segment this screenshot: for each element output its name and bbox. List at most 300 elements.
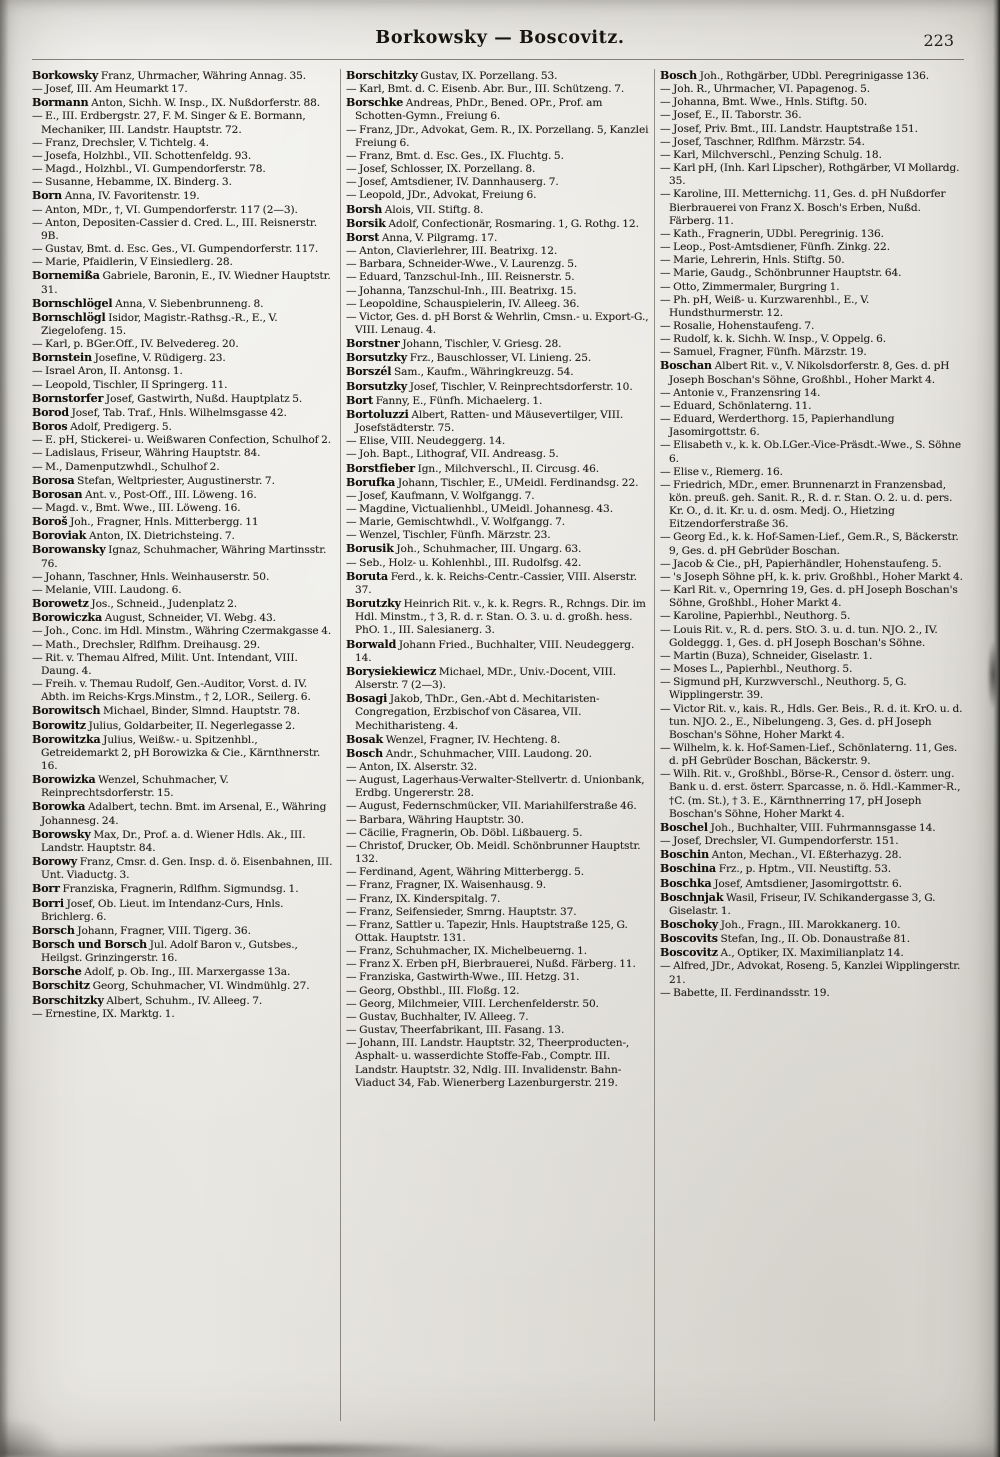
entry-surname: Borsutzky bbox=[346, 351, 408, 365]
directory-entry bbox=[32, 447, 335, 460]
directory-entry bbox=[346, 529, 649, 542]
entry-text: — Rosalie, Hohenstaufeng. 7. bbox=[660, 319, 815, 332]
entry-text: Joh., Fragner, Hnls. Mitterbergg. 11 bbox=[67, 516, 259, 529]
entry-text: Alois, VII. Stiftg. 8. bbox=[382, 203, 484, 216]
directory-entry bbox=[660, 149, 963, 162]
entry-text: — Math., Drechsler, Rdlfhm. Dreihausg. 29. bbox=[32, 638, 261, 651]
directory-entry bbox=[346, 337, 649, 351]
entry-surname: Borusik bbox=[346, 542, 394, 556]
directory-entry bbox=[32, 625, 335, 638]
entry-text: Jakob, ThDr., Gen.-Abt d. Mechitaristen-Congregation, Erzbischof von Cäsarea, VII. Mechitharisteng. 4. bbox=[355, 693, 600, 732]
directory-entry bbox=[32, 351, 335, 365]
entry-text: Adalbert, techn. Bmt. im Arsenal, E., Währing Johannesg. 24. bbox=[41, 801, 327, 827]
entry-text: — Wenzel, Tischler, Fünfh. Märzstr. 23. bbox=[346, 529, 551, 542]
entry-text: — Victor, Ges. d. pH Borst & Wehrlin, Cmsn.- u. Export-G., VIII. Lenaug. 4. bbox=[346, 310, 649, 336]
entry-surname: Born bbox=[32, 189, 63, 203]
scan-edge-right bbox=[993, 0, 1000, 1457]
scan-artifact bbox=[0, 1417, 60, 1457]
directory-entry bbox=[346, 448, 649, 461]
directory-entry bbox=[346, 231, 649, 245]
entry-text: — Karl, p. BGer.Off., IV. Belvedereg. 20. bbox=[32, 338, 239, 351]
entry-text: — Joh. Bapt., Lithograf, VII. Andreasg. 5. bbox=[346, 448, 559, 461]
entry-text: — Ernestine, IX. Marktg. 1. bbox=[32, 1007, 175, 1020]
entry-surname: Borsik bbox=[346, 216, 386, 230]
entry-text: — E., III. Erdbergstr. 27, F. M. Singer & E. Bormann, Mechaniker, III. Landstr. Hauptstr. 72. bbox=[32, 110, 306, 136]
entry-text: Wenzel, Schuhmacher, V. Reinprechtsdorferstr. 15. bbox=[41, 774, 229, 800]
directory-entry bbox=[346, 557, 649, 570]
directory-entry bbox=[32, 137, 335, 150]
entry-surname: Borowsky bbox=[32, 827, 91, 841]
directory-entry bbox=[346, 800, 649, 813]
directory-entry bbox=[660, 848, 963, 862]
entry-text: — Josef, Taschner, Rdlfhm. Märzstr. 54. bbox=[660, 135, 865, 148]
directory-entry bbox=[32, 434, 335, 447]
directory-entry bbox=[32, 828, 335, 855]
entry-text: — Barbara, Schneider-Wwe., V. Laurenzg. 5. bbox=[346, 258, 578, 271]
directory-entry bbox=[346, 827, 649, 840]
entry-text: — Susanne, Hebamme, IX. Binderg. 3. bbox=[32, 176, 232, 189]
entry-surname: Boschoky bbox=[660, 918, 719, 931]
directory-entry bbox=[660, 400, 963, 413]
directory-entry bbox=[660, 136, 963, 149]
entry-surname: Boschin bbox=[660, 848, 709, 862]
directory-entry bbox=[346, 814, 649, 827]
entry-surname: Borowetz bbox=[32, 597, 89, 611]
directory-entry bbox=[346, 692, 649, 732]
entry-text: Max, Dr., Prof. a. d. Wiener Hdls. Ak., III. Landstr. Hauptstr. 84. bbox=[41, 828, 306, 854]
directory-entry bbox=[32, 406, 335, 420]
directory-entry bbox=[346, 69, 649, 83]
entry-text: Albert Rit. v., V. Nikolsdorferstr. 8, Ges. d. pH Joseph Boschan's Söhne, Großhbl., Hoher Markt 4. bbox=[669, 360, 950, 386]
entry-surname: Borosa bbox=[32, 473, 75, 487]
directory-entry bbox=[346, 906, 649, 919]
entry-surname: Boschina bbox=[660, 862, 717, 876]
directory-entry bbox=[660, 946, 963, 960]
entry-text: — Otto, Zimmermaler, Burgring 1. bbox=[660, 280, 840, 293]
directory-entry bbox=[660, 862, 963, 876]
entry-text: Johann, Tischler, V. Griesg. 28. bbox=[399, 338, 562, 351]
directory-entry bbox=[346, 394, 649, 408]
entry-text: — Anton, IX. Alserstr. 32. bbox=[346, 760, 478, 773]
directory-entry bbox=[346, 866, 649, 879]
entry-surname: Boschnjak bbox=[660, 890, 724, 904]
directory-entry bbox=[660, 571, 963, 584]
entry-text: — August, Lagerhaus-Verwalter-Stellvertr. d. Unionbank, Erdbg. Ungererstr. 28. bbox=[346, 774, 645, 800]
directory-entry bbox=[346, 435, 649, 448]
entry-text: Ferd., k. k. Reichs-Centr.-Cassier, VIII. Alserstr. 37. bbox=[355, 570, 637, 596]
directory-entry bbox=[346, 1024, 649, 1037]
entry-surname: Borowitzka bbox=[32, 732, 101, 746]
entry-surname: Borwald bbox=[346, 637, 397, 651]
directory-entry bbox=[660, 877, 963, 891]
entry-text: Adolf, Confectionär, Rosmaring. 1, G. Rothg. 12. bbox=[385, 217, 639, 230]
entry-text: Georg, Schuhmacher, VI. Windmühlg. 27. bbox=[89, 980, 310, 993]
entry-text: Joh., Rothgärber, UDbl. Peregrinigasse 136. bbox=[697, 70, 930, 82]
directory-entry bbox=[346, 476, 649, 490]
directory-entry bbox=[32, 243, 335, 256]
directory-entry bbox=[32, 420, 335, 434]
directory-entry bbox=[346, 840, 649, 866]
entry-text: — Gustav, Buchhalter, IV. Alleeg. 7. bbox=[346, 1010, 529, 1023]
entry-text: Franz, Uhrmacher, Währing Annag. 35. bbox=[98, 70, 307, 82]
entry-surname: Bosak bbox=[346, 732, 384, 746]
entry-text: — Louis Rit. v., R. d. pers. StO. 3. u. d. tun. NJO. 2., IV. Goldeggg. 1, Ges. d. pH Joseph Boschan's Söhne. bbox=[660, 623, 938, 649]
directory-entry bbox=[346, 597, 649, 637]
directory-entry bbox=[660, 413, 963, 439]
entry-surname: Borowka bbox=[32, 800, 86, 814]
entry-text: — Wilhelm, k. k. Hof-Samen-Lief., Schönlaterng. 11, Ges. d. pH Gebrüder Boschan, Bäckerstr. 9. bbox=[660, 741, 958, 768]
entry-text: — Georg, Milchmeier, VIII. Lerchenfelderstr. 50. bbox=[346, 997, 599, 1010]
entry-text: — Josef, Drechsler, VI. Gumpendorferstr. 151. bbox=[660, 835, 899, 848]
entry-text: Sam., Kaufm., Währingkreuzg. 54. bbox=[391, 366, 574, 379]
directory-entry bbox=[32, 678, 335, 704]
directory-entry bbox=[346, 351, 649, 365]
entry-text: — Josef, Schlosser, IX. Porzellang. 8. bbox=[346, 163, 536, 176]
entry-text: — 's Joseph Söhne pH, k. k. priv. Großhbl., Hoher Markt 4. bbox=[660, 570, 963, 583]
directory-entry bbox=[32, 773, 335, 800]
entry-surname: Boroš bbox=[32, 515, 68, 529]
entry-text: — Marie, Lehrerin, Hnls. Stiftg. 50. bbox=[660, 254, 845, 267]
entry-surname: Boschka bbox=[660, 876, 712, 890]
directory-entry bbox=[346, 733, 649, 747]
directory-entry bbox=[346, 245, 649, 258]
entry-text: — Magdine, Victualienhbl., UMeidl. Johannesg. 43. bbox=[346, 503, 613, 515]
entry-surname: Borufka bbox=[346, 475, 396, 489]
entry-text: Josef, Gastwirth, Nußd. Hauptplatz 5. bbox=[103, 392, 303, 405]
entry-surname: Borri bbox=[32, 896, 64, 910]
directory-entry bbox=[32, 110, 335, 136]
directory-entry bbox=[660, 333, 963, 346]
directory-entry bbox=[32, 515, 335, 529]
directory-entry bbox=[32, 365, 335, 378]
directory-entry bbox=[660, 83, 963, 96]
entry-text: — Franziska, Gastwirth-Wwe., III. Hetzg. 31. bbox=[346, 971, 580, 984]
entry-text: Fanny, E., Fünfh. Michaelerg. 1. bbox=[373, 394, 543, 407]
directory-entry bbox=[32, 733, 335, 773]
entry-text: — Joh., Conc. im Hdl. Minstm., Währing Czermakgasse 4. bbox=[32, 625, 332, 638]
directory-entry bbox=[32, 502, 335, 515]
directory-entry bbox=[32, 652, 335, 678]
directory-entry bbox=[346, 893, 649, 906]
entry-text: Joh., Buchhalter, VIII. Fuhrmannsgasse 14. bbox=[708, 821, 936, 834]
directory-entry bbox=[660, 439, 963, 465]
entry-text: — Eduard, Schönlaterng. 11. bbox=[660, 399, 812, 412]
directory-entry bbox=[32, 979, 335, 993]
entry-surname: Borowitz bbox=[32, 718, 86, 732]
directory-entry bbox=[660, 987, 963, 1000]
entry-text: — Franz, Bmt. d. Esc. Ges., IX. Fluchtg. 5. bbox=[346, 149, 564, 162]
entry-surname: Bornschlögl bbox=[32, 310, 106, 324]
directory-entry bbox=[32, 882, 335, 896]
directory-entry bbox=[660, 359, 963, 386]
entry-text: — Eduard, Tanzschul-Inh., III. Reisnerstr. 5. bbox=[346, 271, 575, 284]
entry-text: — Leopold, JDr., Advokat, Freiung 6. bbox=[346, 189, 537, 202]
directory-entry bbox=[32, 543, 335, 570]
entry-text: — Gustav, Bmt. d. Esc. Ges., VI. Gumpendorferstr. 117. bbox=[32, 243, 319, 256]
directory-entry bbox=[32, 269, 335, 296]
entry-surname: Boroviak bbox=[32, 529, 87, 543]
directory-entry bbox=[346, 958, 649, 971]
directory-entry bbox=[346, 1011, 649, 1024]
column-separator bbox=[654, 69, 655, 1421]
directory-entry bbox=[660, 267, 963, 280]
entry-text: — E. pH, Stickerei- u. Weißwaren Confection, Schulhof 2. bbox=[32, 434, 332, 447]
entry-surname: Bornemißa bbox=[32, 269, 100, 283]
entry-text: — Franz, Sattler u. Tapezir, Hnls. Hauptstraße 125, G. Ottak. Hauptstr. 131. bbox=[346, 918, 628, 944]
entry-text: — Josef, Priv. Bmt., III. Landstr. Hauptstraße 151. bbox=[660, 122, 918, 135]
entry-text: — Ferdinand, Agent, Währing Mitterbergg. 5. bbox=[346, 866, 585, 879]
directory-entry bbox=[346, 985, 649, 998]
entry-text: Franziska, Fragnerin, Rdlfhm. Sigmundsg. 1. bbox=[59, 883, 299, 896]
directory-entry bbox=[660, 703, 963, 742]
entry-text: Joh., Schuhmacher, III. Ungarg. 63. bbox=[393, 543, 582, 556]
entry-text: — Karl pH, (Inh. Karl Lipscher), Rothgärber, VI Mollardg. 35. bbox=[660, 162, 960, 188]
entry-text: — Leopold, Tischler, II Springerg. 11. bbox=[32, 378, 228, 391]
entry-surname: Borschitzky bbox=[346, 69, 418, 82]
entry-text: Franz, Cmsr. d. Gen. Insp. d. ö. Eisenbahnen, III. Unt. Viaductg. 3. bbox=[41, 856, 333, 882]
entry-text: — Josef, Kaufmann, V. Wolfgangg. 7. bbox=[346, 489, 535, 502]
directory-entry bbox=[32, 719, 335, 733]
directory-entry bbox=[660, 320, 963, 333]
entry-text: — Johann, III. Landstr. Hauptstr. 32, Theerproducten-, Asphalt- u. wasserdichte Stoffe-Fab., Comptr. III. Landstr. Hauptstr. 32, Ndlg. III. Invalidenstr. Bahn-Viaduct 34, Fab. Wienerberg Lazenburgerstr. 219. bbox=[346, 1037, 630, 1089]
directory-entry bbox=[660, 891, 963, 918]
entry-text: — Josef, III. Am Heumarkt 17. bbox=[32, 83, 188, 96]
entry-text: — M., Damenputzwhdl., Schulhof 2. bbox=[32, 460, 220, 473]
directory-entry bbox=[346, 311, 649, 337]
entry-text: Anna, IV. Favoritenstr. 19. bbox=[62, 190, 200, 203]
directory-entry bbox=[346, 298, 649, 311]
directory-entry bbox=[346, 879, 649, 892]
entry-text: Michael, MDr., Univ.-Docent, VIII. Alserstr. 7 (2—3). bbox=[355, 665, 616, 692]
directory-entry bbox=[346, 271, 649, 284]
entry-text: Albert, Schuhm., IV. Alleeg. 7. bbox=[103, 994, 263, 1007]
entry-text: Johann, Tischler, E., UMeidl. Ferdinandsg. 22. bbox=[395, 476, 639, 489]
entry-text: — Rudolf, k. k. Sichh. W. Insp., V. Oppelg. 6. bbox=[660, 333, 887, 346]
entry-surname: Borszél bbox=[346, 365, 392, 379]
directory-entry bbox=[346, 163, 649, 176]
entry-text: — Rit. v. Themau Alfred, Milit. Unt. Intendant, VIII. Daung. 4. bbox=[32, 651, 298, 677]
directory-entry bbox=[660, 387, 963, 400]
entry-text: Anna, V. Siebenbrunneng. 8. bbox=[112, 297, 264, 310]
entry-text: — Elisabeth v., k. k. Ob.LGer.-Vice-Präsdt.-Wwe., S. Söhne 6. bbox=[660, 439, 962, 465]
entry-text: — Elise v., Riemerg. 16. bbox=[660, 465, 783, 478]
directory-entry bbox=[32, 571, 335, 584]
directory-entry bbox=[346, 408, 649, 435]
directory-entry bbox=[32, 1008, 335, 1021]
directory-entry bbox=[32, 994, 335, 1008]
directory-entry bbox=[660, 932, 963, 946]
entry-surname: Borowiczka bbox=[32, 611, 103, 625]
entry-text: — Franz, JDr., Advokat, Gem. R., IX. Porzellang. 5, Kanzlei Freiung 6. bbox=[346, 123, 649, 149]
entry-text: Wasil, Friseur, IV. Schikandergasse 3, G. Giselastr. 1. bbox=[669, 891, 936, 917]
directory-entry bbox=[32, 461, 335, 474]
entry-text: — Freih. v. Themau Rudolf, Gen.-Auditor, Vorst. d. IV. Abth. im Reichs-Krgs.Minstm., † 2, LOR., Seilerg. 6. bbox=[32, 678, 311, 704]
entry-text: — Samuel, Fragner, Fünfh. Märzstr. 19. bbox=[660, 346, 867, 359]
directory-entry bbox=[660, 821, 963, 835]
directory-entry bbox=[346, 503, 649, 516]
directory-entry bbox=[32, 297, 335, 311]
entry-text: — August, Federnschmücker, VII. Mariahilferstraße 46. bbox=[346, 800, 637, 813]
page-header bbox=[0, 28, 1000, 58]
entry-text: — Eduard, Werderthorg. 15, Papierhandlung Jasomirgottstr. 6. bbox=[660, 413, 895, 439]
header-rule bbox=[32, 59, 964, 60]
directory-entry bbox=[32, 163, 335, 176]
entry-text: — Ph. pH, Weiß- u. Kurzwarenhbl., E., V. Hundsthurmerstr. 12. bbox=[660, 293, 870, 319]
entry-text: — Moses L., Papierhbl., Neuthorg. 5. bbox=[660, 663, 853, 676]
entry-text: Johann, Fragner, VIII. Tigerg. 36. bbox=[74, 924, 251, 937]
directory-entry bbox=[32, 96, 335, 110]
entry-text: — Cäcilie, Fragnerin, Ob. Döbl. Lißbauerg. 5. bbox=[346, 826, 583, 839]
directory-entry bbox=[32, 176, 335, 189]
entry-surname: Borysiekiewicz bbox=[346, 664, 437, 678]
entry-text: Ignaz, Schuhmacher, Währing Martinsstr. 76. bbox=[41, 544, 327, 570]
entry-surname: Borschke bbox=[346, 96, 404, 110]
entry-text: Ant. v., Post-Off., III. Löweng. 16. bbox=[82, 488, 257, 501]
directory-entry bbox=[660, 610, 963, 623]
directory-entry bbox=[660, 558, 963, 571]
directory-entry bbox=[32, 584, 335, 597]
entry-text: — Jacob & Cie., pH, Papierhändler, Hohenstaufeng. 5. bbox=[660, 557, 942, 570]
entry-surname: Borschitzky bbox=[32, 993, 104, 1007]
entry-surname: Borr bbox=[32, 882, 60, 896]
directory-entry bbox=[660, 676, 963, 702]
directory-entry bbox=[660, 960, 963, 986]
entry-text: — Victor Rit. v., kais. R., Hdls. Ger. Beis., R. d. it. KrO. u. d. tun. NJO. 2., E., Nibelungeng. 3, Ges. d. pH Joseph Boschan's Söhne, Hoher Markt 4. bbox=[660, 702, 963, 741]
directory-entry bbox=[32, 529, 335, 543]
directory-entry bbox=[32, 204, 335, 217]
directory-entry bbox=[32, 311, 335, 338]
entry-surname: Borst bbox=[346, 230, 380, 244]
directory-entry bbox=[660, 624, 963, 650]
entry-text: — Babette, II. Ferdinandsstr. 19. bbox=[660, 986, 830, 999]
directory-entry bbox=[346, 919, 649, 945]
entry-surname: Borsch und Borsch bbox=[32, 938, 148, 951]
directory-entry bbox=[660, 69, 963, 83]
directory-entry bbox=[346, 365, 649, 379]
entry-text: Josef, Amtsdiener, Jasomirgottstr. 6. bbox=[711, 877, 902, 890]
entry-text: Albert, Ratten- und Mäusevertilger, VIII. Josefstädterstr. 75. bbox=[355, 408, 624, 435]
column-separator bbox=[340, 69, 341, 1421]
directory-entry bbox=[32, 855, 335, 882]
entry-text: — Josefa, Holzhbl., VII. Schottenfeldg. 93. bbox=[32, 149, 252, 162]
entry-text: Stefan, Ing., II. Ob. Donaustraße 81. bbox=[717, 933, 911, 946]
directory-entry bbox=[346, 176, 649, 189]
scan-artifact bbox=[150, 1441, 450, 1457]
directory-entry bbox=[346, 285, 649, 298]
directory-entry bbox=[346, 665, 649, 692]
entry-text: — Marie, Pfaidlerin, V Einsiedlerg. 28. bbox=[32, 256, 233, 269]
directory-entry bbox=[346, 570, 649, 597]
entry-text: — Franz X. Erben pH, Bierbrauerei, Nußd. Färberg. 11. bbox=[346, 958, 636, 971]
entry-text: — Marie, Gemischtwhdl., V. Wolfgangg. 7. bbox=[346, 516, 566, 529]
directory-entry bbox=[32, 800, 335, 827]
entry-text: — Franz, Seifensieder, Smrng. Hauptstr. 37. bbox=[346, 905, 577, 918]
entry-text: — Alfred, JDr., Advokat, Roseng. 5, Kanzlei Wipplingerstr. 21. bbox=[660, 960, 961, 986]
entry-surname: Borsche bbox=[32, 965, 82, 979]
directory-entry bbox=[346, 638, 649, 665]
entry-text: Anton, Mechan., VI. Eßterhazyg. 28. bbox=[709, 849, 902, 862]
directory-entry bbox=[660, 584, 963, 610]
entry-text: — Melanie, VIII. Laudong. 6. bbox=[32, 583, 182, 596]
entry-text: Jul. Adolf Baron v., Gutsbes., Heilgst. Grinzingerstr. 16. bbox=[41, 939, 298, 965]
directory-entry bbox=[32, 189, 335, 203]
entry-text: — Martin (Buza), Schneider, Giselastr. 1. bbox=[660, 649, 873, 662]
entry-text: Josef, Tischler, V. Reinprechtsdorferstr. 10. bbox=[407, 380, 633, 393]
entry-text: — Joh. R., Uhrmacher, VI. Papagenog. 5. bbox=[660, 83, 871, 96]
entry-surname: Boscovits bbox=[660, 932, 718, 946]
entry-text: Michael, Binder, Slmnd. Hauptstr. 78. bbox=[100, 705, 300, 718]
directory-entry bbox=[32, 597, 335, 611]
entry-surname: Borod bbox=[32, 405, 69, 419]
entry-text: — Gustav, Theerfabrikant, III. Fasang. 13. bbox=[346, 1024, 565, 1037]
entry-text: — Elise, VIII. Neudeggerg. 14. bbox=[346, 435, 506, 448]
entry-text: — Josef, Amtsdiener, IV. Dannhauserg. 7. bbox=[346, 176, 559, 189]
directory-entry bbox=[32, 704, 335, 718]
entry-text: — Karl, Milchverschl., Penzing Schulg. 18. bbox=[660, 148, 882, 161]
directory-entry bbox=[346, 998, 649, 1011]
directory-entry bbox=[660, 650, 963, 663]
entry-text: — Johanna, Bmt. Wwe., Hnls. Stiftg. 50. bbox=[660, 96, 868, 109]
directory-entry bbox=[346, 380, 649, 394]
entry-text: A., Optiker, IX. Maximilianplatz 14. bbox=[717, 947, 904, 960]
directory-entry bbox=[346, 945, 649, 958]
directory-entry bbox=[660, 835, 963, 848]
directory-column-3 bbox=[660, 69, 963, 1421]
directory-entry bbox=[346, 96, 649, 123]
directory-entry bbox=[346, 774, 649, 800]
directory-entry bbox=[660, 228, 963, 241]
directory-entry bbox=[346, 747, 649, 761]
entry-surname: Bosch bbox=[660, 69, 698, 82]
entry-text: — Israel Aron, II. Antonsg. 1. bbox=[32, 365, 183, 378]
entry-surname: Bornschlögel bbox=[32, 296, 113, 310]
directory-entry bbox=[660, 918, 963, 932]
directory-entry bbox=[346, 761, 649, 774]
entry-text: — Antonie v., Franzensring 14. bbox=[660, 386, 821, 399]
directory-entry bbox=[660, 742, 963, 768]
directory-entry bbox=[660, 663, 963, 676]
entry-text: — Karoline, III. Metternichg. 11, Ges. d. pH Nußdorfer Bierbrauerei von Franz X. Bosch's Erben, Nußd. Färberg. 11. bbox=[660, 188, 946, 227]
entry-text: Adolf, p. Ob. Ing., III. Marxergasse 13a. bbox=[81, 966, 291, 979]
entry-text: August, Schneider, VI. Webg. 43. bbox=[102, 612, 276, 625]
entry-text: — Karoline, Papierhbl., Neuthorg. 5. bbox=[660, 610, 851, 623]
entry-surname: Bosagi bbox=[346, 692, 388, 706]
entry-text: Ign., Milchverschl., II. Circusg. 46. bbox=[415, 462, 600, 475]
directory-entry bbox=[660, 162, 963, 188]
directory-entry bbox=[32, 474, 335, 488]
directory-entry bbox=[660, 281, 963, 294]
directory-entry bbox=[32, 938, 335, 965]
directory-entry bbox=[346, 189, 649, 202]
directory-entry bbox=[660, 466, 963, 479]
entry-surname: Borkowsky bbox=[32, 69, 99, 82]
entry-text: Anton, IX. Dietrichsteing. 7. bbox=[86, 530, 235, 543]
entry-surname: Borstfieber bbox=[346, 461, 415, 475]
directory-entry bbox=[32, 611, 335, 625]
entry-surname: Borowizka bbox=[32, 773, 96, 787]
entry-surname: Boscovitz bbox=[660, 946, 718, 960]
directory-entry bbox=[660, 768, 963, 821]
directory-entry bbox=[660, 188, 963, 227]
entry-text: — Johanna, Tanzschul-Inh., III. Beatrixg. 15. bbox=[346, 284, 577, 297]
entry-text: Heinrich Rit. v., k. k. Regrs. R., Rchngs. Dir. im Hdl. Minstm., † 3, R. d. r. Stan. O. 3. u. d. großh. hess. PhO. 1., III. Salesianerg. 3. bbox=[355, 598, 646, 637]
directory-entry bbox=[346, 462, 649, 476]
entry-surname: Bort bbox=[346, 393, 374, 407]
entry-surname: Borowitsch bbox=[32, 704, 101, 718]
page-title: Borkowsky — Boscovitz. bbox=[375, 28, 625, 48]
entry-text: Adolf, Predigerg. 5. bbox=[67, 421, 172, 434]
entry-surname: Borsutzky bbox=[346, 379, 408, 393]
